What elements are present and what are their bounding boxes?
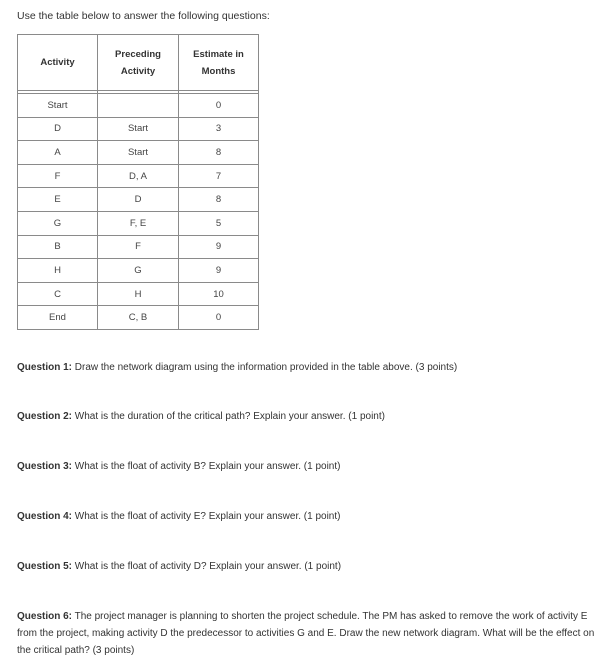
header-estimate-line2: Months [201, 65, 236, 77]
cell-activity: End [18, 306, 98, 330]
cell-activity: C [18, 282, 98, 306]
header-preceding-line1: Preceding [115, 48, 161, 60]
table-row [18, 164, 259, 188]
cell-preceding: G [98, 259, 179, 283]
question-text: What is the float of activity E? Explain your answer. (1 point) [72, 511, 341, 522]
cell-activity: G [18, 211, 98, 235]
table-row [18, 282, 259, 306]
cell-activity: E [18, 188, 98, 212]
cell-preceding: D [98, 188, 179, 212]
question-text: What is the float of activity D? Explain your answer. (1 point) [72, 561, 342, 572]
cell-estimate: 7 [179, 164, 259, 188]
cell-preceding: Start [98, 141, 179, 165]
header-estimate [179, 35, 259, 91]
table-header-row [18, 35, 259, 91]
question-label: Question 4: [17, 511, 73, 522]
cell-activity: H [18, 259, 98, 283]
activity-table [17, 34, 259, 330]
question-1 [17, 359, 597, 376]
cell-estimate: 9 [179, 235, 259, 259]
cell-preceding: H [98, 282, 179, 306]
intro-text: Use the table below to answer the following questions: [17, 10, 270, 22]
question-text: What is the duration of the critical path? Explain your answer. (1 point) [72, 411, 385, 422]
question-label: Question 3: [17, 461, 73, 472]
header-activity-label: Activity [40, 57, 75, 68]
cell-estimate: 5 [179, 211, 259, 235]
cell-preceding: Start [98, 117, 179, 141]
table-row [18, 259, 259, 283]
cell-activity: F [18, 164, 98, 188]
question-label: Question 1: [17, 362, 73, 373]
question-3 [17, 458, 597, 475]
question-2 [17, 408, 597, 425]
question-label: Question 2: [17, 411, 73, 422]
cell-activity: A [18, 141, 98, 165]
question-text: The project manager is planning to shorten the project schedule. The PM has asked to remove the work of activity E from the project, making activity D the predecessor to activities G and E. Draw the new network diagram. What will be the effect on the critical path? (3 points) [17, 611, 595, 656]
table-row [18, 211, 259, 235]
cell-estimate: 8 [179, 141, 259, 165]
cell-estimate: 3 [179, 117, 259, 141]
table-row [18, 94, 259, 118]
cell-estimate: 0 [179, 306, 259, 330]
table-row [18, 141, 259, 165]
header-preceding-line2: Activity [120, 65, 156, 77]
cell-preceding: F, E [98, 211, 179, 235]
cell-estimate: 10 [179, 282, 259, 306]
cell-preceding: D, A [98, 164, 179, 188]
cell-activity: B [18, 235, 98, 259]
cell-estimate: 0 [179, 94, 259, 118]
table-row [18, 117, 259, 141]
question-label: Question 6: [17, 611, 73, 622]
cell-activity: D [18, 117, 98, 141]
header-preceding-activity [98, 35, 179, 91]
table-row [18, 188, 259, 212]
question-label: Question 5: [17, 561, 73, 572]
question-text: What is the float of activity B? Explain your answer. (1 point) [72, 461, 341, 472]
question-4 [17, 508, 597, 525]
cell-estimate: 8 [179, 188, 259, 212]
cell-preceding: C, B [98, 306, 179, 330]
header-activity [18, 35, 98, 91]
question-text: Draw the network diagram using the information provided in the table above. (3 points) [72, 362, 458, 373]
cell-preceding: F [98, 235, 179, 259]
header-estimate-line1: Estimate in [193, 48, 244, 60]
cell-preceding [98, 94, 179, 118]
question-6 [17, 608, 595, 659]
table-row [18, 306, 259, 330]
cell-estimate: 9 [179, 259, 259, 283]
table-row [18, 235, 259, 259]
question-5 [17, 558, 597, 575]
cell-activity: Start [18, 94, 98, 118]
